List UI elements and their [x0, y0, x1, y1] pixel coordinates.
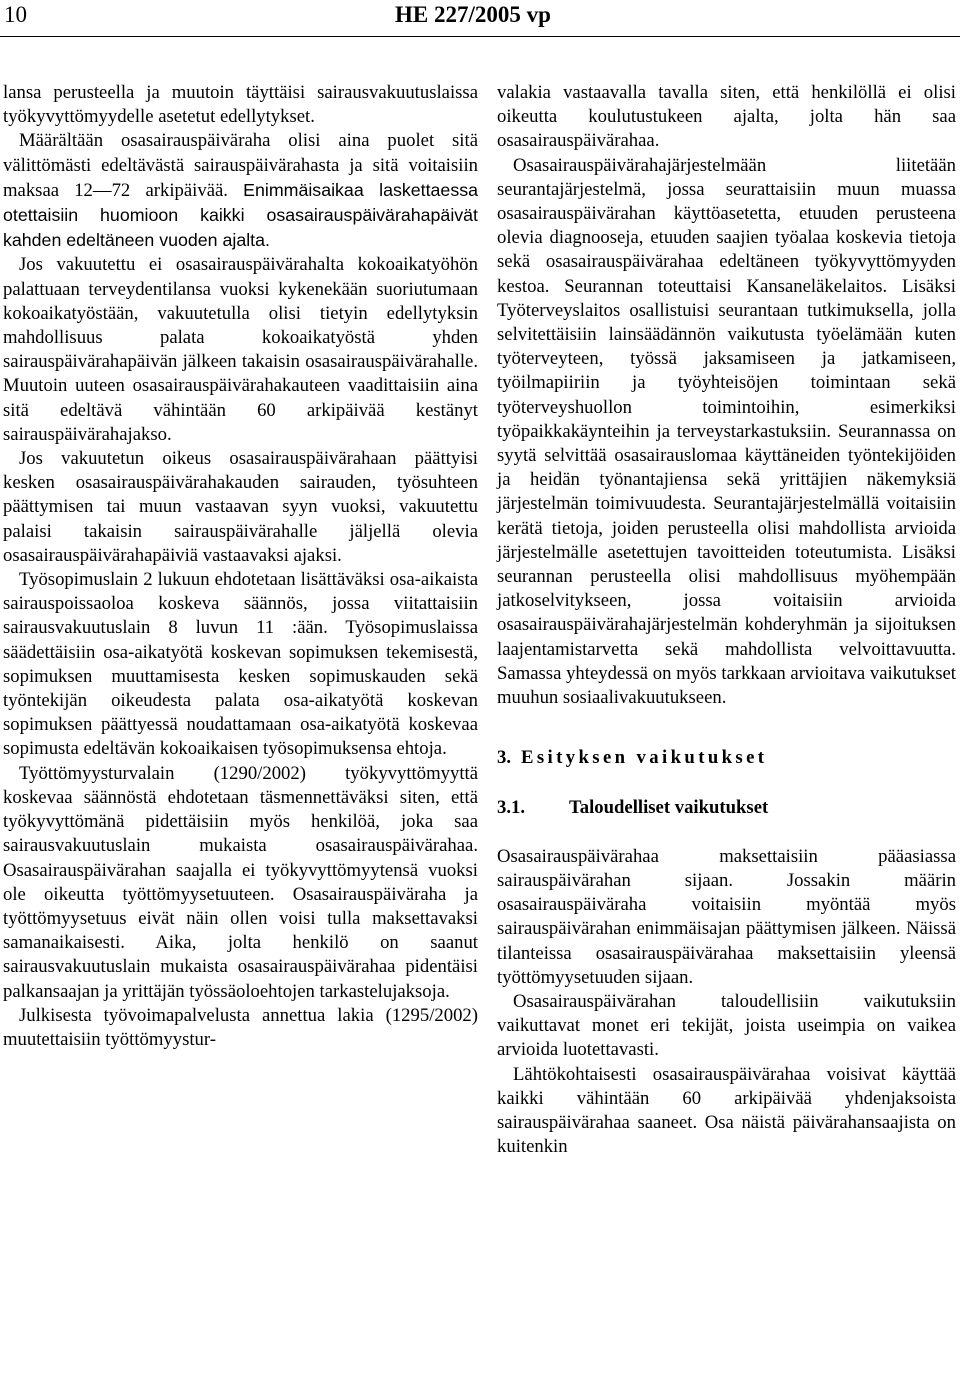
right-column [497, 81, 956, 1159]
paragraph: Työsopimuslain 2 lukuun ehdotetaan lisättäväksi osa-aikaista sairauspoissaoloa koskeva säännös, jossa viitattaisiin sairausvakuutuslain 8 luvun 11 :ään. Työsopimuslaissa säädettäisiin osa-aikatyötä koskevan sopimuksen tekemisestä, sopimuksen muuttamisesta kesken sopimuskauden sekä työntekijän oikeudesta palata osa-aikatyötä koskevan sopimuksen päättyessä noudattamaan osa-aikatyötä koskevaa sopimusta edeltävän kokoaikaisen työsopimuksensa ehtoja. [3, 569, 478, 760]
section-number: 3. [497, 747, 512, 769]
paragraph-text-sans: Enimmäisaikaa laskettaessa otettaisiin huomioon kaikki osasairauspäivärahapäivät kahden edeltäneen vuoden ajalta. [3, 179, 478, 251]
paragraph [3, 129, 478, 253]
header-rule [0, 36, 960, 37]
subsection-number: 3.1. [497, 797, 526, 819]
paragraph: Jos vakuutettu ei osasairauspäivärahalta kokoaikatyöhön palattuaan terveydentilansa vuoksi kykenekään suoriutumaan kokoaikatyöstään, vakuutetulla olisi tietyin edellytyksin mahdollisuus palata kokoaikatyöstä yhden sairauspäivärahapäivän jälkeen takaisin osasairauspäivärahalle. Muutoin uuteen osasairauspäivärahakauteen vaadittaisiin aina sitä edeltävä vähintään 60 arkipäivää kestänyt sairauspäivärahajakso. [3, 254, 478, 445]
subsection-title: Taloudelliset vaikutukset [569, 797, 769, 819]
paragraph: Julkisesta työvoimapalvelusta annettua lakia (1295/2002) muutettaisiin työttömyystur- [3, 1004, 478, 1050]
document-id: HE 227/2005 vp [395, 2, 551, 27]
paragraph: Työttömyysturvalain (1290/2002) työkyvyttömyyttä koskevaa säännöstä ehdotetaan täsmennettäväksi siten, että työkyvyttömänä pidettäisiin myös henkilöä, joka saa sairausvakuutuslain mukaista osasairauspäivärahaa. Osasairauspäivärahan saajalla ei työkyvyttömyytensä vuoksi ole oikeutta työttömyysetuuteen. Osasairauspäiväraha ja työttömyysetuus eivät näin ollen voisi tulla maksettavaksi samanaikaisesti. Aika, jolta henkilö on saanut sairausvakuutuslain mukaista osasairauspäivärahaa pidentäisi palkansaajan ja yrittäjän työssäoloehtojen tarkastelujaksoja. [3, 762, 478, 1002]
paragraph: Osasairauspäivärahajärjestelmään liitetään seurantajärjestelmä, jossa seurattaisiin muun muassa osasairauspäivärahan käyttöasetetta, etuuden perusteena olevia diagnooseja, etuuden saajien työalaa koskevia tietoja sekä osasairauspäivärahaa edeltäneen työkyvyttömyyden kestoa. Seurannan toteuttaisi Kansaneläkelaitos. Lisäksi Työterveyslaitos osallistuisi seurantaan tutkimuksella, jolla selvitettäisiin lainsäädännön vaikutusta työelämään kuten työterveyteen, työssä jaksamiseen ja jatkamiseen, työilmapiiriin ja työyhteisöjen toimintaan sekä työterveyshuollon toimintoihin, esimerkiksi työpaikkakäynteihin ja terveystarkastuksiin. Seurannassa on syytä selvittää osasairauslomaa käyttäneiden työntekijöiden ja heidän työnantajiensa sekä yrittäjien näkemyksiä järjestelmän toimivuudesta. Seurantajärjestelmällä voitaisiin kerätä tietoja, joiden perusteella olisi mahdollista arvioida järjestelmälle asetettujen tavoitteiden toteutumista. Lisäksi seurannan perusteella olisi mahdollisuus myöhempään jatkoselvitykseen, jossa voitaisiin arvioida osasairauspäivärahajärjestelmän kohderyhmän ja sijoituksen laajentamistarvetta sekä mahdollista velvoittavuutta. Samassa yhteydessä on myös tarkkaan arvioitava vaikutukset muuhun sosiaalivakuutukseen. [497, 154, 956, 709]
paragraph: Osasairauspäivärahaa maksettaisiin pääasiassa sairauspäivärahan sijaan. Jossakin määrin osasairauspäiväraha voitaisiin myöntää myös sairauspäivärahan enimmäisajan päättymisen jälkeen. Näissä tilanteissa osasairauspäivärahaa maksettaisiin yleensä työttömyysetuuden sijaan. [497, 845, 956, 988]
paragraph-text: Määrältään osasairauspäiväraha olisi aina puolet sitä välittömästi edeltävästä sairauspäivärahasta ja sitä voitaisiin maksaa 12—72 arkipäivää. [3, 130, 478, 201]
paragraph: valakia vastaavalla tavalla siten, että henkilöllä ei olisi oikeutta koulutustukeen ajalta, jolta hän saa osasairauspäivärahaa. [497, 82, 956, 152]
subsection-heading [497, 796, 956, 820]
paragraph: Lähtökohtaisesti osasairauspäivärahaa voisivat käyttää kaikki vähintään 60 arkipäivää yhdenjaksoista sairauspäivärahaa saaneet. Osa näistä päivärahansaajista on kuitenkin [497, 1063, 956, 1158]
section-heading [497, 746, 956, 770]
section-title: Esityksen vaikutukset [521, 747, 768, 769]
paragraph: Osasairauspäivärahan taloudellisiin vaikutuksiin vaikuttavat monet eri tekijät, joista useimpia on vaikea arvioida luotettavasti. [497, 990, 956, 1061]
page-header [0, 0, 960, 34]
left-column [3, 81, 478, 1052]
page-number: 10 [4, 2, 27, 27]
paragraph: lansa perusteella ja muutoin täyttäisi sairausvakuutuslaissa työkyvyttömyydelle asetetut edellytykset. [3, 82, 478, 128]
paragraph: Jos vakuutetun oikeus osasairauspäivärahaan päättyisi kesken osasairauspäivärahakauden sairauden, työsuhteen päättymisen tai muun vastaavan syyn vuoksi, vakuutettu palaisi takaisin sairauspäivärahalle jäljellä olevia osasairauspäivärahapäiviä vastaavaksi ajaksi. [3, 448, 478, 566]
